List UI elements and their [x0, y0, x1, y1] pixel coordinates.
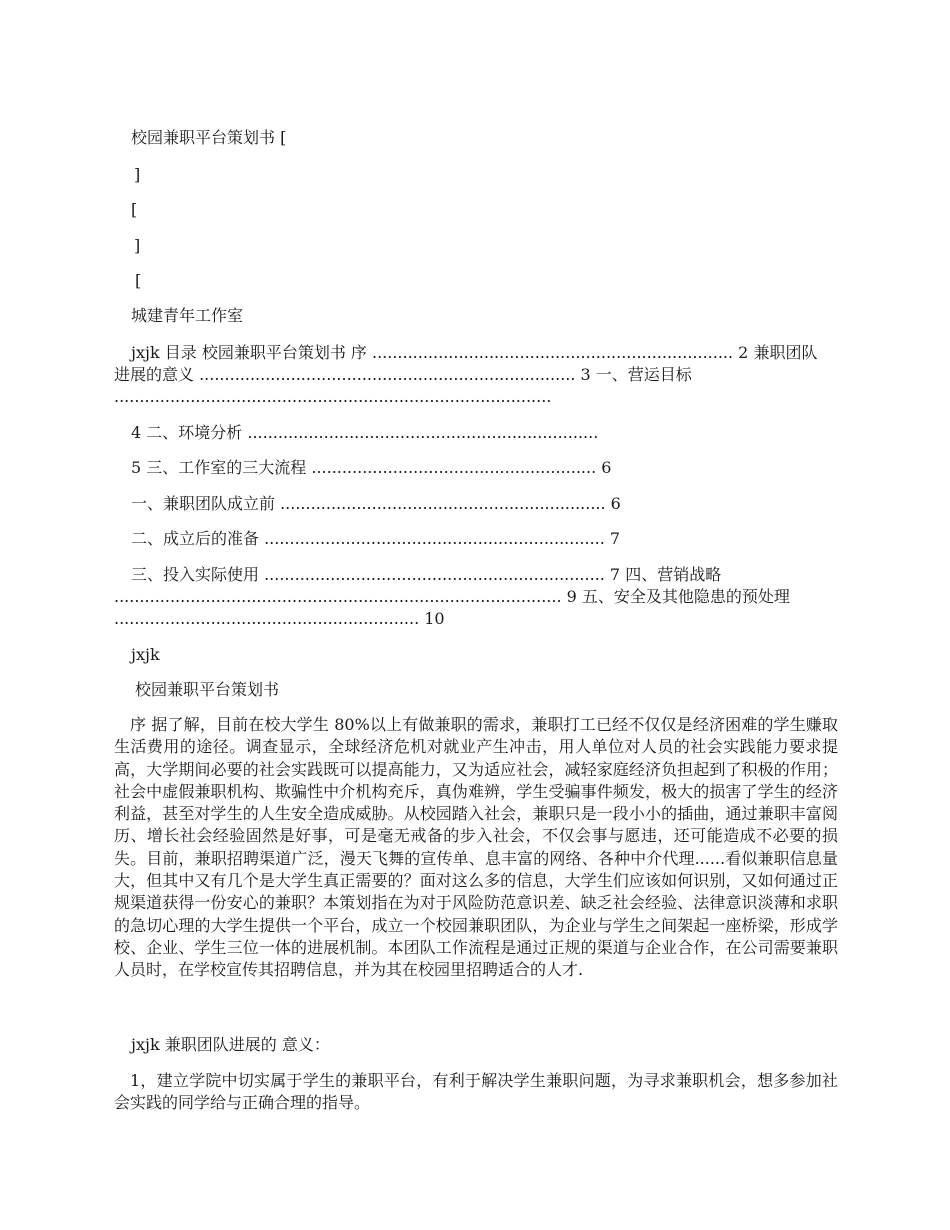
toc-line: 进展的意义 .......................................................................... 3 一、营运目标: [114, 365, 692, 384]
body-title: 校园兼职平台策划书: [135, 680, 280, 699]
toc-line: 二、成立后的准备 ................................................................... 7: [131, 529, 621, 548]
toc-line: jxjk 目录 校园兼职平台策划书 序 ....................................................................... 2 兼职团队: [131, 343, 818, 362]
toc-line: 4 二、环境分析 .....................................................................: [131, 423, 599, 442]
header-code: jxjk: [131, 645, 160, 664]
toc-line: 三、投入实际使用 ................................................................... 7 四、营销战略: [131, 565, 722, 584]
preface-paragraph: 序 据了解，目前在校大学生 80%以上有做兼职的需求，兼职打工已经不仅仅是经济困难的学生赚取生活费用的途径。调查显示，全球经济危机对就业产生冲击，用人单位对人员的社会实践能力要求提高，大学期间必要的社会实践既可以提高能力，又为适应社会，减轻家庭经济负担起到了积极的作用；社会中虚假兼职机构、欺骗性中介机构充斥，真伪难辨，学生受骗事件频发，极大的损害了学生的经济利益，甚至对学生的人生安全造成威胁。从校园踏入社会，兼职只是一段小小的插曲，通过兼职丰富阅历、增长社会经验固然是好事，可是毫无戒备的步入社会，不仅会事与愿违，还可能造成不必要的损失。目前，兼职招聘渠道广泛，漫天飞舞的宣传单、息丰富的网络、各种中介代理......看似兼职信息量大，但其中又有几个是大学生真正需要的？面对这么多的信息，大学生们应该如何识别，又如何通过正规渠道获得一份安心的兼职？本策划指在为对于风险防范意识差、缺乏社会经验、法律意识淡薄和求职的急切心理的大学生提供一个平台，成立一个校园兼职团队，为企业与学生之间架起一座桥梁，形成学校、企业、学生三位一体的进展机制。本团队工作流程是通过正规的渠道与企业合作，在公司需要兼职人员时，在学校宣传其招聘信息，并为其在校园里招聘适合的人才.: [114, 715, 838, 980]
cover-bracket-open: [: [135, 271, 142, 290]
toc-line: 一、兼职团队成立前 ................................................................ 6: [131, 494, 621, 513]
section-heading: jxjk 兼职团队进展的 意义：: [131, 1035, 330, 1054]
toc-line: ......................................................................................: [114, 387, 552, 406]
toc-line: ............................................................ 10: [114, 609, 445, 628]
point-paragraph: 1，建立学院中切实属于学生的兼职平台，有利于解决学生兼职问题，为寻求兼职机会，想多参加社会实践的同学给与正确合理的指导。: [114, 1071, 838, 1113]
cover-title: 校园兼职平台策划书 [: [131, 128, 287, 147]
studio-name: 城建青年工作室: [131, 306, 244, 325]
toc-line: 5 三、工作室的三大流程 ........................................................ 6: [131, 458, 612, 477]
cover-bracket-close: ]: [134, 236, 141, 255]
toc-line: ........................................................................................ 9 五、安全及其他隐患的预处理: [114, 587, 790, 606]
cover-bracket-close: ]: [134, 165, 141, 184]
cover-bracket-open: [: [131, 200, 138, 219]
